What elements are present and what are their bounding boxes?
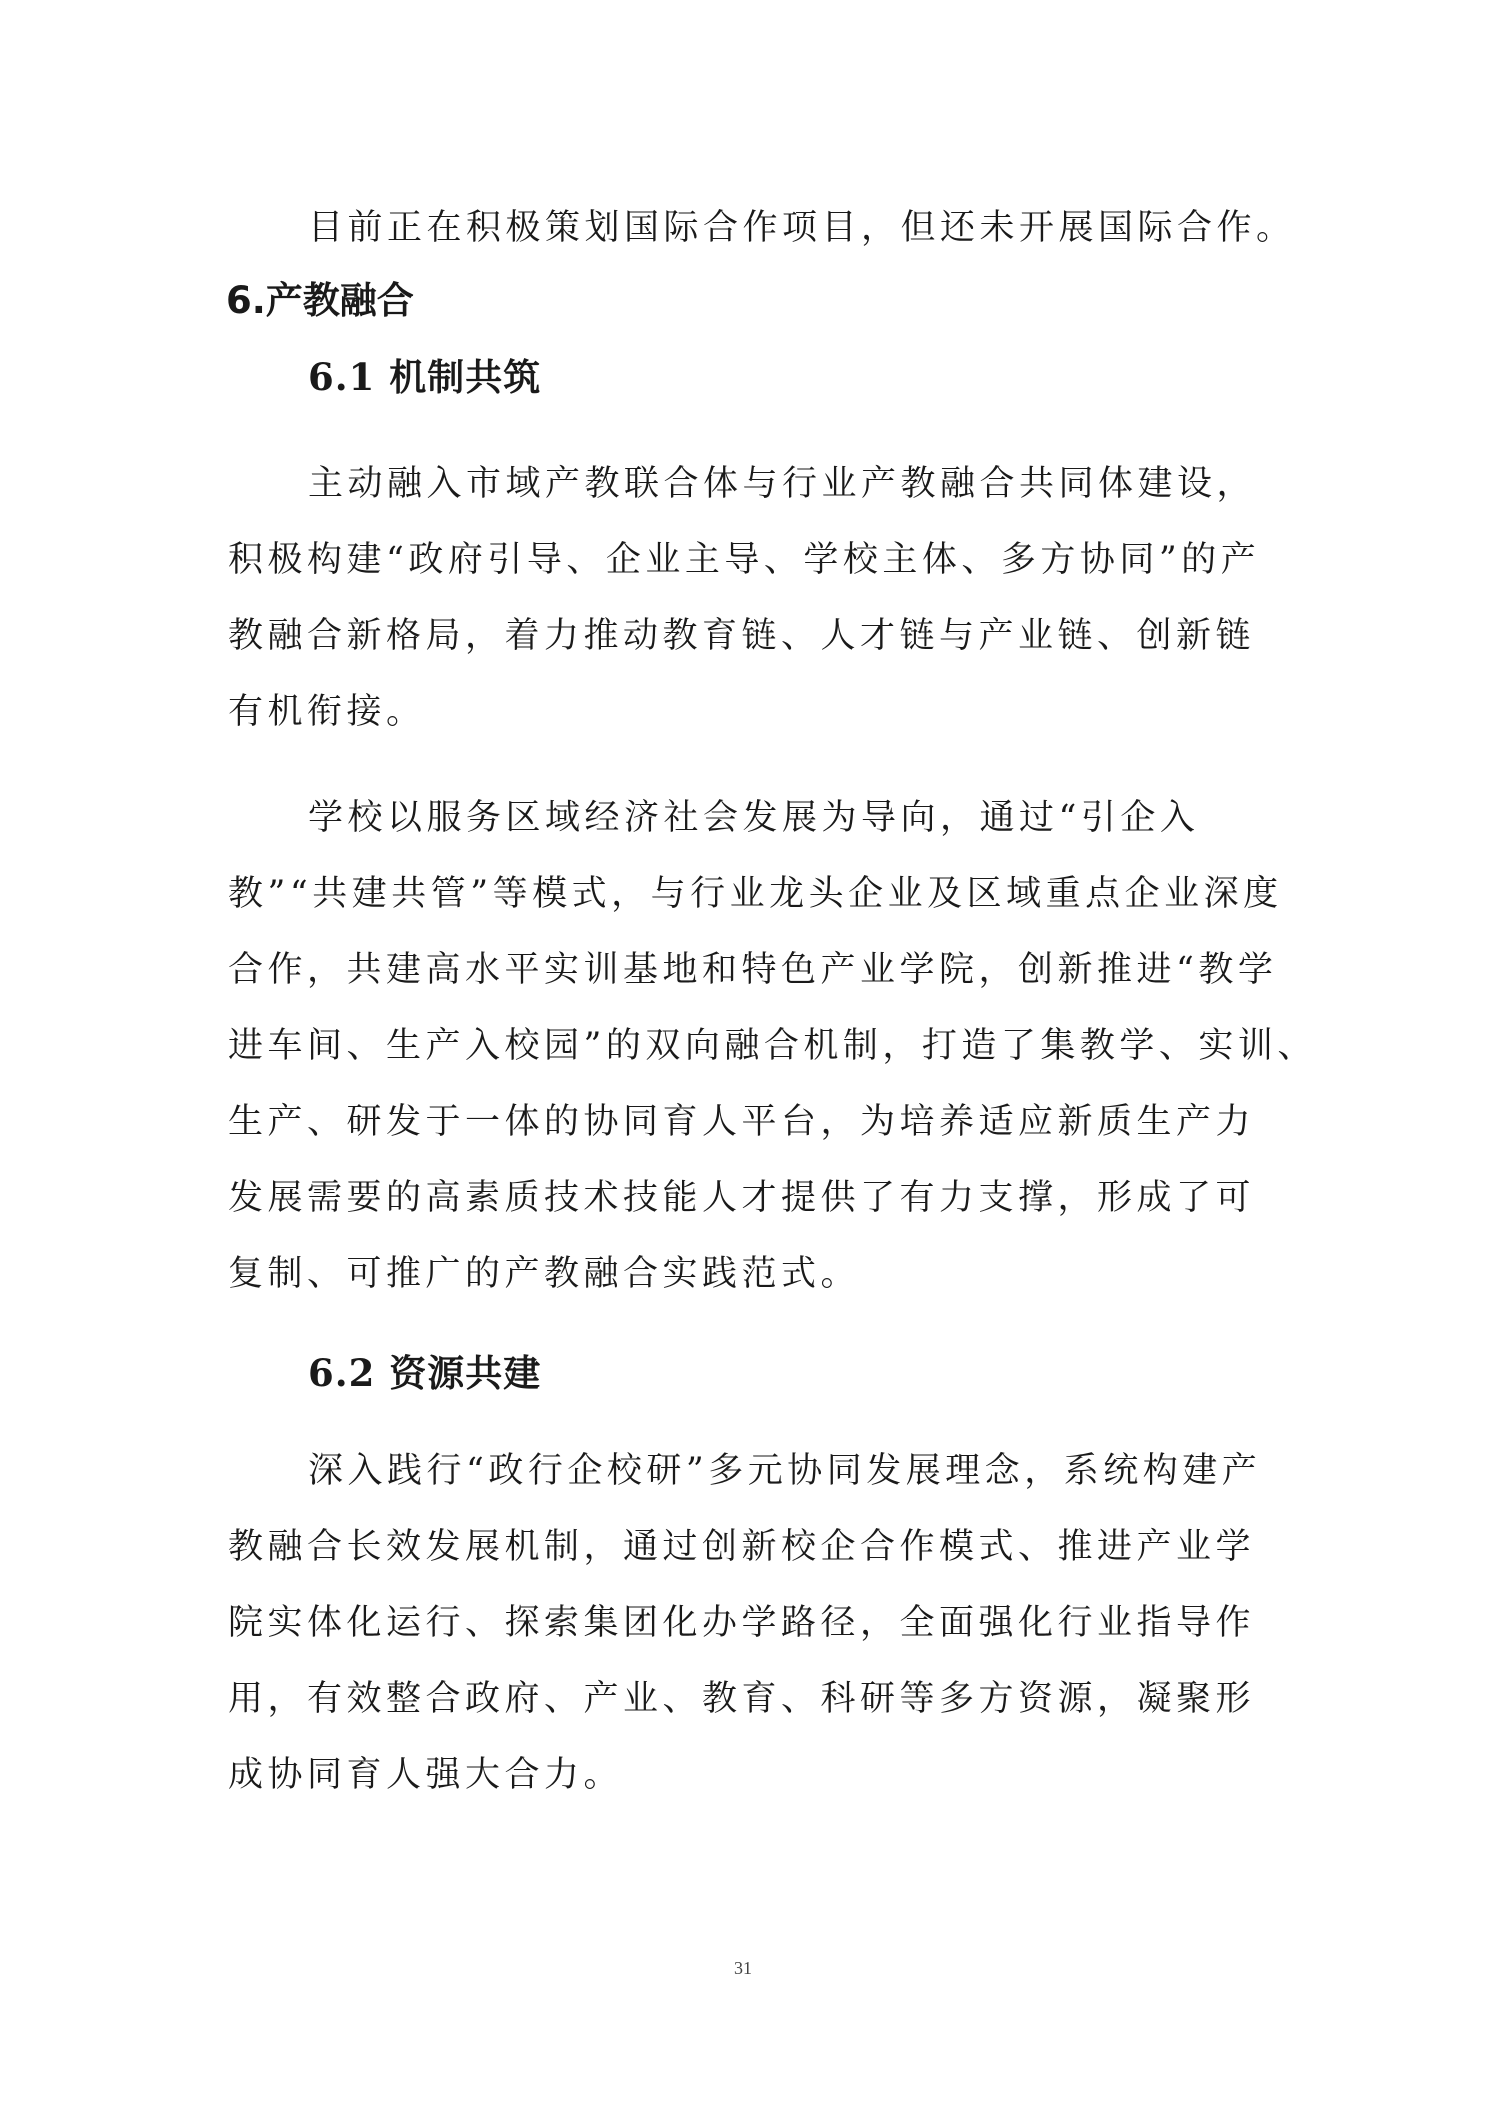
text-line: 教”“共建共管”等模式，与行业龙头企业及区域重点企业深度 bbox=[228, 874, 1283, 914]
text-line: 进车间、生产入校园”的双向融合机制，打造了集教学、实训、 bbox=[228, 1026, 1317, 1066]
text-line: 院实体化运行、探索集团化办学路径，全面强化行业指导作 bbox=[228, 1603, 1256, 1643]
text-line: 合作，共建高水平实训基地和特色产业学院，创新推进“教学 bbox=[228, 950, 1278, 990]
text-line: 用，有效整合政府、产业、教育、科研等多方资源，凝聚形 bbox=[228, 1679, 1256, 1719]
text-line: 主动融入市域产教联合体与行业产教融合共同体建设， bbox=[308, 464, 1257, 504]
text-line: 教融合新格局，着力推动教育链、人才链与产业链、创新链 bbox=[228, 616, 1256, 656]
subsection-heading-2: 6.2 资源共建 bbox=[308, 1351, 542, 1395]
text-line: 成协同育人强大合力。 bbox=[228, 1755, 624, 1795]
text-line: 积极构建“政府引导、企业主导、学校主体、多方协同”的产 bbox=[228, 540, 1261, 580]
text-line: 发展需要的高素质技术技能人才提供了有力支撑，形成了可 bbox=[228, 1178, 1256, 1218]
intro-line: 目前正在积极策划国际合作项目，但还未开展国际合作。 bbox=[308, 208, 1296, 248]
text-line: 生产、研发于一体的协同育人平台，为培养适应新质生产力 bbox=[228, 1102, 1256, 1142]
subsection-heading-1: 6.1 机制共筑 bbox=[308, 355, 542, 399]
text-line: 有机衔接。 bbox=[228, 692, 426, 732]
section-heading: 6.产教融合 bbox=[226, 279, 414, 322]
text-line: 复制、可推广的产教融合实践范式。 bbox=[228, 1254, 861, 1294]
text-line: 深入践行“政行企校研”多元协同发展理念，系统构建产 bbox=[308, 1451, 1262, 1491]
text-line: 学校以服务区域经济社会发展为导向，通过“引企入 bbox=[308, 798, 1200, 838]
page-number: 31 bbox=[734, 1958, 752, 1978]
text-line: 教融合长效发展机制，通过创新校企合作模式、推进产业学 bbox=[228, 1527, 1256, 1567]
